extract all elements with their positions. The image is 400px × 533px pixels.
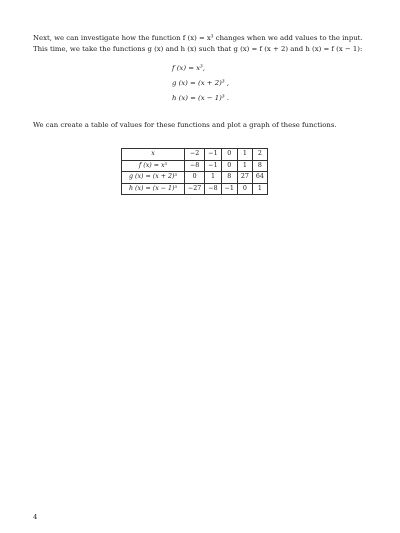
table-row-g [122, 172, 268, 184]
table-cell: −1 [221, 183, 237, 195]
page-number: 4 [33, 513, 38, 521]
table-cell: 0 [221, 160, 237, 172]
table-row-x [122, 149, 268, 161]
row-label: h (x) = (x − 1)³ [122, 183, 185, 195]
table-cell: −2 [185, 149, 205, 161]
row-label: f (x) = x³ [122, 160, 185, 172]
table-cell: −1 [205, 149, 221, 161]
equation-g: g (x) = (x + 2)³ , [172, 79, 229, 87]
table-lead-in-paragraph: We can create a table of values for these functions and plot a graph of these functions. [33, 121, 337, 129]
table-cell: 1 [252, 183, 267, 195]
table-cell: 2 [252, 149, 267, 161]
table-cell: 1 [205, 172, 221, 184]
table-cell: 0 [221, 149, 237, 161]
table-row-f [122, 160, 268, 172]
table-cell: 64 [252, 172, 267, 184]
values-table [121, 148, 268, 195]
equation-block [172, 61, 229, 106]
table-cell: −8 [185, 160, 205, 172]
table-cell: 27 [237, 172, 252, 184]
table-cell: 8 [221, 172, 237, 184]
row-label: x [122, 149, 185, 161]
table-cell: 0 [185, 172, 205, 184]
equation-h: h (x) = (x − 1)³ . [172, 94, 229, 102]
table-row-h [122, 183, 268, 195]
table-cell: 1 [237, 160, 252, 172]
row-label: g (x) = (x + 2)³ [122, 172, 185, 184]
table-cell: 0 [237, 183, 252, 195]
table-cell: −27 [185, 183, 205, 195]
table-cell: 8 [252, 160, 267, 172]
table-cell: −8 [205, 183, 221, 195]
intro-paragraph: Next, we can investigate how the function f (x) = x³ changes when we add values to the input. This time, we take the functions g (x) and h (x) such that g (x) = f (x + 2) and h (x) = f (x − 1): [33, 34, 363, 53]
table-cell: 1 [237, 149, 252, 161]
equation-f: f (x) = x³, [172, 64, 205, 72]
table-cell: −1 [205, 160, 221, 172]
